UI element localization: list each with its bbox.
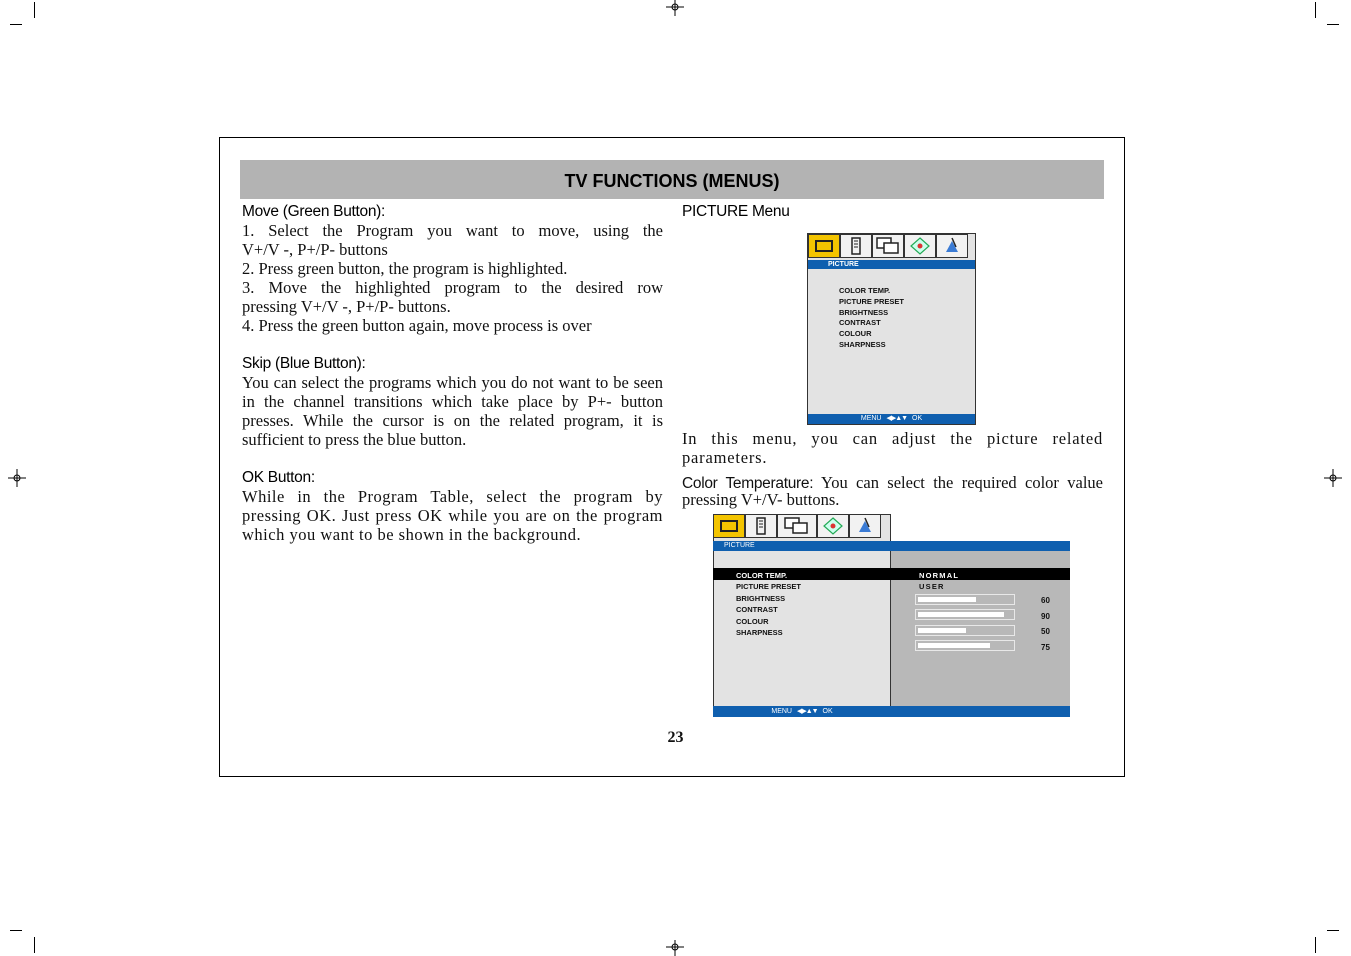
footer-menu-label: MENU <box>860 415 882 422</box>
setup-icon[interactable] <box>817 514 849 538</box>
sharpness-slider[interactable] <box>915 640 1015 651</box>
left-column <box>242 202 663 544</box>
feature-icon[interactable] <box>777 514 817 538</box>
registration-mark <box>666 0 684 18</box>
menu-title-bar <box>713 541 891 551</box>
menu-items <box>839 286 904 351</box>
menu-values <box>919 570 959 593</box>
menu-item-color-temp[interactable]: COLOR TEMP. <box>736 571 788 580</box>
navigation-arrows-icon: ◀▶▲▼ <box>886 415 908 422</box>
navigation-arrows-icon: ◀▶▲▼ <box>796 708 818 715</box>
crop-mark <box>1315 937 1316 953</box>
crop-mark <box>10 24 22 25</box>
install-icon[interactable] <box>936 234 968 258</box>
menu-item-picture-preset[interactable]: PICTURE PRESET <box>736 582 802 592</box>
slider-fill <box>918 612 1004 617</box>
crop-mark <box>10 930 22 931</box>
crop-mark <box>34 937 35 953</box>
footer-ok-label: OK <box>912 415 923 422</box>
menu-item-color-temp[interactable]: COLOR TEMP. <box>839 286 891 295</box>
picture-menu-screen <box>807 233 976 425</box>
feature-icon[interactable] <box>872 234 904 258</box>
menu-item-contrast[interactable]: CONTRAST <box>736 605 778 615</box>
menu-footer <box>713 706 891 717</box>
menu-item-contrast[interactable]: CONTRAST <box>839 318 881 328</box>
slider-fill <box>918 597 976 602</box>
move-line-4: 3. Move the highlighted program to the desired row <box>242 278 663 297</box>
move-line-6: 4. Press the green button again, move process is over <box>242 316 592 335</box>
ok-text: While in the Program Table, select the program by pressing OK. Just press OK while you are on the program which you want to be shown in the background. <box>242 487 663 544</box>
picture-intro-text: In this menu, you can adjust the picture related parameters. <box>682 429 1103 467</box>
crop-mark <box>1327 930 1339 931</box>
sound-icon[interactable] <box>745 514 777 538</box>
brightness-slider[interactable] <box>915 594 1015 605</box>
menu-item-colour[interactable]: COLOUR <box>736 616 769 626</box>
sound-icon[interactable] <box>840 234 872 258</box>
menu-items <box>736 570 801 638</box>
sharpness-value: 75 <box>1041 642 1050 652</box>
slider-fill <box>918 643 990 648</box>
skip-heading: Skip (Blue Button): <box>242 355 366 372</box>
menu-title: PICTURE <box>828 261 859 268</box>
picture-preset-value[interactable]: USER <box>919 582 945 592</box>
setup-icon[interactable] <box>904 234 936 258</box>
registration-mark <box>1324 469 1342 487</box>
install-icon[interactable] <box>849 514 881 538</box>
picture-icon[interactable] <box>713 514 745 538</box>
picture-menu-heading: PICTURE Menu <box>682 203 790 220</box>
section-title-bar <box>240 160 1104 199</box>
color-temp-text: You can select the required color value pressing V+/V- buttons. <box>682 473 1103 509</box>
value-footer-bar <box>891 706 1070 717</box>
menu-item-brightness[interactable]: BRIGHTNESS <box>839 307 889 317</box>
color-temp-menu-screen <box>713 514 1070 717</box>
menu-item-colour[interactable]: COLOUR <box>839 329 872 339</box>
colour-value: 50 <box>1041 627 1050 636</box>
move-line-2: V+/V -, P+/P- buttons <box>242 240 388 259</box>
crop-mark <box>1315 2 1316 18</box>
page-number: 23 <box>667 729 684 746</box>
skip-text: You can select the programs which you do not want to be seen in the channel transitions which take place by P+- button presses. While the cursor is on the related program, it is sufficient to press the blue button. <box>242 373 663 449</box>
crop-mark <box>34 2 35 18</box>
menu-title: PICTURE <box>724 542 755 549</box>
menu-item-sharpness[interactable]: SHARPNESS <box>839 339 886 349</box>
registration-mark <box>8 469 26 487</box>
menu-item-brightness[interactable]: BRIGHTNESS <box>736 593 786 603</box>
contrast-value: 90 <box>1041 611 1050 621</box>
brightness-value: 60 <box>1041 596 1050 605</box>
colour-slider[interactable] <box>915 625 1015 636</box>
menu-item-sharpness[interactable]: SHARPNESS <box>736 628 783 638</box>
page-title: TV FUNCTIONS (MENUS) <box>564 170 780 191</box>
slider-fill <box>918 628 966 633</box>
color-temp-value[interactable]: NORMAL <box>919 571 960 580</box>
color-temp-paragraph <box>682 475 1103 508</box>
registration-mark <box>666 938 684 956</box>
move-line-5: pressing V+/V -, P+/P- buttons. <box>242 297 451 316</box>
right-column <box>682 202 1103 221</box>
move-line-3: 2. Press green button, the program is highlighted. <box>242 259 568 278</box>
menu-item-picture-preset[interactable]: PICTURE PRESET <box>839 296 905 306</box>
menu-title-bar <box>808 260 975 269</box>
contrast-slider[interactable] <box>915 609 1015 620</box>
color-temp-label: Color Temperature: <box>682 475 814 492</box>
menu-footer <box>808 414 975 424</box>
menu-icon-row <box>713 514 891 540</box>
level-values <box>1041 593 1050 655</box>
footer-menu-label: MENU <box>771 708 792 715</box>
picture-intro <box>682 429 1103 467</box>
menu-icon-row <box>808 234 975 260</box>
move-line-1: 1. Select the Program you want to move, using the <box>242 221 663 240</box>
footer-ok-label: OK <box>822 708 833 715</box>
ok-heading: OK Button: <box>242 469 315 486</box>
level-sliders <box>915 594 1015 655</box>
value-title-bar <box>891 541 1070 551</box>
picture-icon[interactable] <box>808 234 840 258</box>
crop-mark <box>1327 24 1339 25</box>
move-heading: Move (Green Button): <box>242 203 386 220</box>
